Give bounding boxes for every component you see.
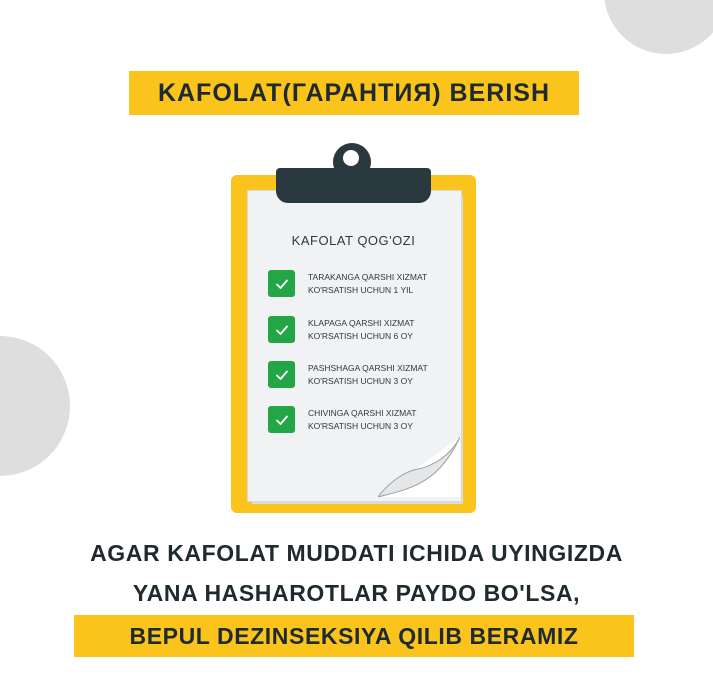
clipboard-clip-hole: [343, 150, 359, 166]
page-title: KAFOLAT(ГАРАНТИЯ) BERISH: [157, 78, 551, 107]
warranty-item-line1: CHIVINGA QARSHI XIZMAT: [308, 408, 417, 418]
warranty-item-line2: KO'RSATISH UCHUN 3 OY: [308, 421, 413, 431]
highlight-banner: [74, 615, 634, 657]
checkmark-icon: [268, 270, 295, 297]
title-banner: [129, 71, 579, 115]
document-heading: KAFOLAT QOG'OZI: [291, 233, 416, 248]
warranty-item-text: [308, 362, 453, 388]
message-line-1: AGAR KAFOLAT MUDDATI ICHIDA UYINGIZDA: [90, 540, 623, 566]
warranty-item-line1: KLAPAGA QARSHI XIZMAT: [308, 318, 415, 328]
warranty-item-text: [308, 317, 453, 343]
decorative-circle-top-right: [604, 0, 713, 54]
checkmark-icon: [268, 361, 295, 388]
checkmark-icon: [268, 406, 295, 433]
message-line-2: YANA HASHAROTLAR PAYDO BO'LSA,: [132, 580, 581, 606]
warranty-item-line2: KO'RSATISH UCHUN 6 OY: [308, 331, 413, 341]
warranty-item-line2: KO'RSATISH UCHUN 1 YIL: [308, 285, 414, 295]
highlight-text: BEPUL DEZINSEKSIYA QILIB BERAMIZ: [129, 622, 579, 649]
page-curl: [378, 437, 460, 497]
warranty-item: [268, 270, 448, 300]
warranty-item-text: [308, 407, 453, 433]
warranty-item: [268, 406, 448, 436]
warranty-item: [268, 361, 448, 391]
decorative-circle-left: [0, 336, 70, 476]
warranty-item-line1: PASHSHAGA QARSHI XIZMAT: [308, 363, 428, 373]
warranty-item-line2: KO'RSATISH UCHUN 3 OY: [308, 376, 413, 386]
checkmark-icon: [268, 316, 295, 343]
clipboard-clip: [276, 168, 431, 203]
warranty-item: [268, 316, 448, 346]
warranty-item-text: [308, 271, 453, 297]
warranty-item-line1: TARAKANGA QARSHI XIZMAT: [308, 272, 428, 282]
